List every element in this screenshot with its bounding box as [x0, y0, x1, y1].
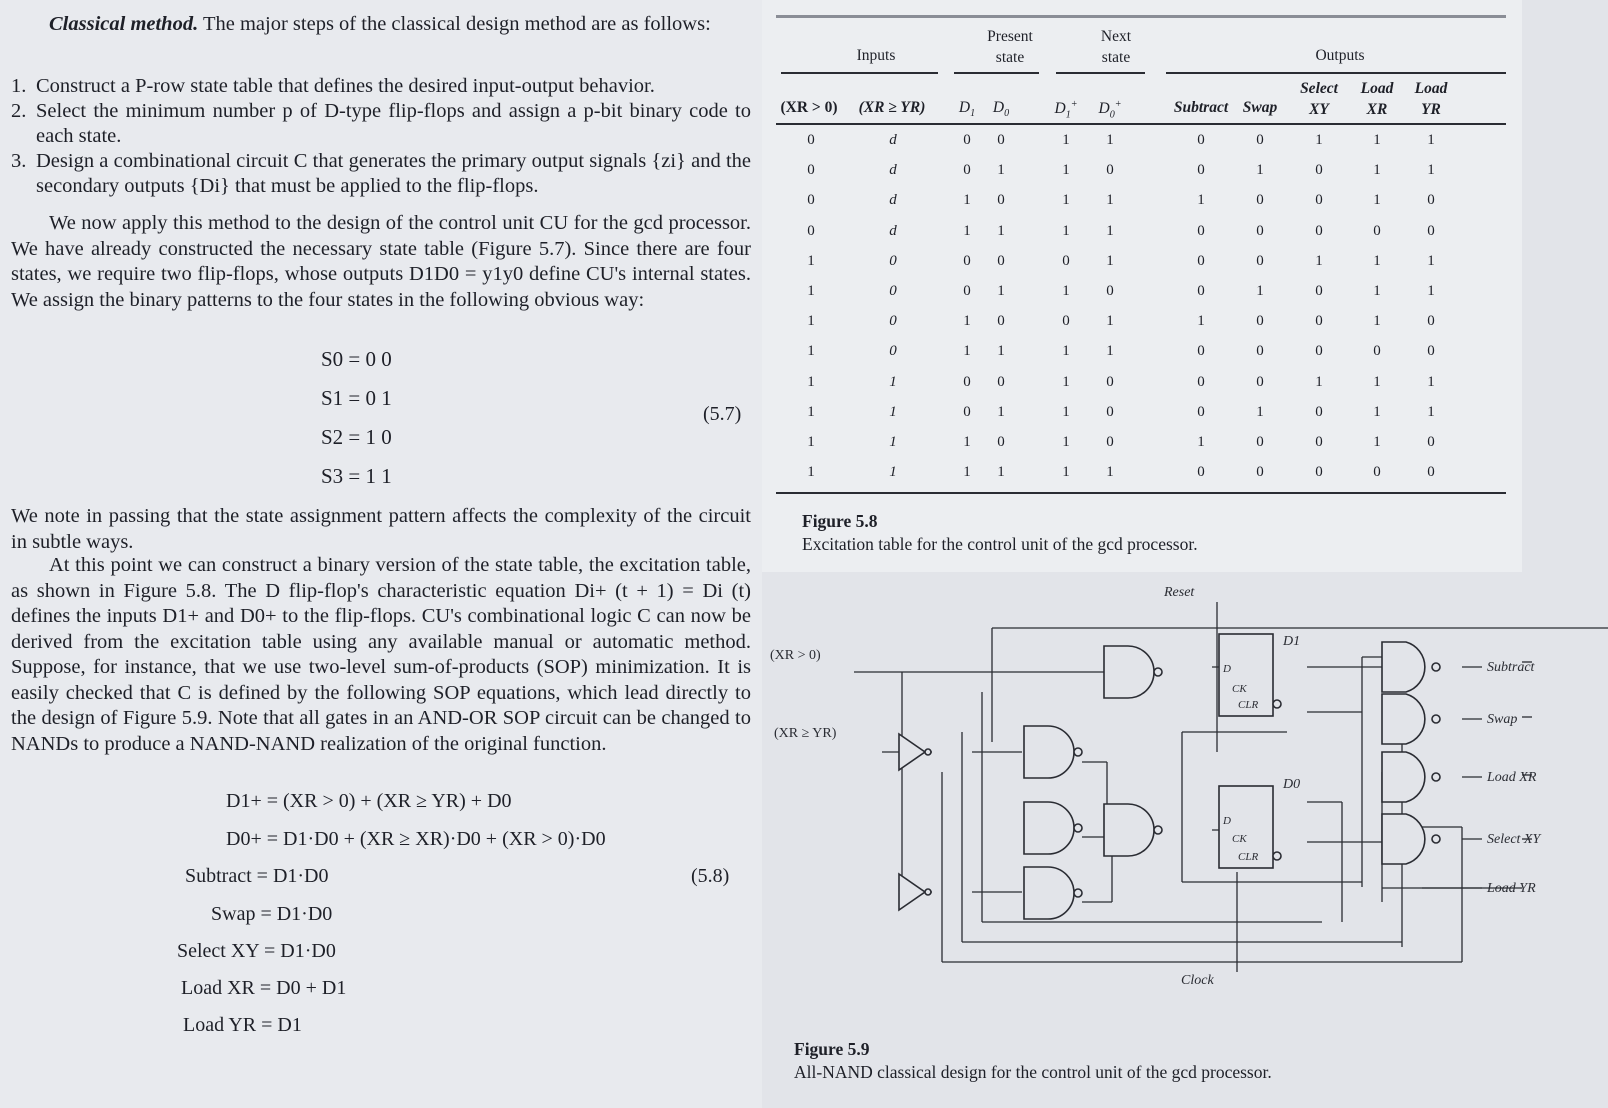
table-cell: 0	[889, 343, 897, 360]
table-cell: 1	[1197, 192, 1205, 209]
header-next-state: Next state	[1100, 28, 1132, 66]
table-cell: 1	[1315, 132, 1323, 148]
nand-gate	[1382, 814, 1425, 864]
list-number: 1.	[11, 75, 27, 97]
table-cell: 0	[1315, 464, 1323, 481]
table-cell: 1	[1373, 373, 1381, 390]
table-cell: 1	[1062, 343, 1070, 360]
table-cell: 0	[1106, 403, 1114, 420]
table-cell: d	[889, 132, 897, 148]
col-d1-next: $D_1^+$	[1054, 99, 1078, 121]
col-d0: $D_0$	[992, 99, 1010, 120]
ff-ck-label: CK	[1232, 683, 1247, 695]
table-cell: 1	[963, 222, 971, 239]
table-cell: 0	[1197, 343, 1205, 360]
table-cell: 0	[1197, 132, 1205, 148]
table-cell: 0	[1197, 252, 1205, 269]
table-cell: 1	[807, 343, 815, 360]
list-number: 3.	[11, 150, 27, 172]
table-cell: 1	[889, 464, 897, 481]
col-subtract: Subtract	[1173, 99, 1229, 116]
input-xr-gt-0: (XR > 0)	[770, 648, 821, 663]
table-cell: 0	[1197, 464, 1205, 481]
output-swap: Swap	[1487, 712, 1518, 727]
table-cell: 1	[1373, 162, 1381, 179]
equation-d1: D1+ = (XR > 0) + (XR ≥ YR) + D0	[226, 790, 512, 812]
col-xr-ge-yr: (XR ≥ YR)	[858, 99, 926, 116]
table-cell: 1	[963, 464, 971, 481]
nand-gate	[1024, 726, 1074, 778]
table-cell: 0	[1315, 222, 1323, 239]
table-cell: 1	[1373, 434, 1381, 450]
header-inputs: Inputs	[856, 47, 896, 64]
table-cell: 0	[889, 283, 897, 299]
table-cell: 1	[807, 252, 815, 269]
table-cell: 0	[889, 313, 897, 330]
table-cell: 0	[997, 313, 1005, 330]
inverter-gate	[899, 734, 925, 770]
table-cell: 1	[1106, 313, 1114, 330]
rule	[1166, 72, 1506, 74]
table-cell: 0	[1315, 162, 1323, 179]
table-cell: 1	[1062, 192, 1070, 209]
table-cell: 0	[1256, 313, 1264, 330]
table-cell: 0	[1315, 283, 1323, 299]
caption-title: Figure 5.8	[802, 511, 878, 531]
table-cell: 1	[1062, 373, 1070, 390]
table-cell: 0	[1427, 464, 1435, 481]
table-cell: 0	[1256, 464, 1264, 481]
figure-5-8-caption	[802, 510, 1198, 556]
table-cell: 0	[1197, 162, 1205, 179]
table-cell: 0	[1256, 434, 1264, 450]
inverter-gate	[899, 874, 925, 910]
table-cell: 1	[997, 162, 1005, 179]
table-cell: 1	[997, 222, 1005, 239]
table-cell: 0	[1106, 162, 1114, 179]
table-cell: 0	[997, 373, 1005, 390]
intro-text: The major steps of the classical design method are as follows:	[202, 13, 711, 35]
table-cell: 0	[997, 192, 1005, 209]
table-cell: 0	[1256, 373, 1264, 390]
table-cell: 1	[1062, 222, 1070, 239]
table-cell: 0	[1197, 373, 1205, 390]
table-cell: d	[889, 162, 897, 179]
table-cell: 1	[889, 403, 897, 420]
nand-gate	[1382, 642, 1425, 692]
ff-clr-label: CLR	[1238, 699, 1259, 711]
table-cell: 1	[963, 192, 971, 209]
table-cell: 0	[807, 222, 815, 239]
table-cell: 1	[1373, 192, 1381, 209]
nand-gate	[1382, 752, 1425, 802]
table-cell: 0	[807, 162, 815, 179]
equation-load-yr: Load YR = D1	[183, 1014, 302, 1036]
paragraph-3: At this point we can construct a binary version of the state table, the excitation table, as shown in Figure 5.8. The D flip-flop's characteristic equation Di+ (t + 1) = Di (t) defines the inputs D1+ and D0+ to the flip-flops. CU's combinational logic C can now be derived from the excitation table using any available manual or automatic method. Suppose, for instance, that we use two-level sum-of-products (SOP) minimization. It is easily checked that C is defined by the following SOP equations, which lead directly to the design of Figure 5.9. Note that all gates in an AND-OR SOP circuit can be changed to NANDs to produce a NAND-NAND realization of the original function.	[11, 554, 751, 755]
list-text: Select the minimum number p of D-type flip-flops and assign a p-bit binary code to each state.	[36, 100, 751, 147]
equation-label-5-7: (5.7)	[703, 403, 742, 425]
col-swap: Swap	[1242, 99, 1278, 116]
table-cell: 0	[1197, 403, 1205, 420]
table-cell: 1	[1197, 313, 1205, 330]
table-cell: 0	[1427, 343, 1435, 360]
table-cell: 0	[963, 373, 971, 390]
nand-gate	[1024, 802, 1074, 854]
table-cell: 1	[997, 403, 1005, 420]
d1-label: D1	[1283, 634, 1301, 649]
table-cell: 0	[1197, 283, 1205, 299]
table-cell: 1	[1315, 252, 1323, 269]
paragraph-2: We note in passing that the state assignment pattern affects the complexity of the circuit in subtle ways.	[11, 505, 751, 553]
table-cell: 0	[1427, 222, 1435, 239]
header-present-state: Present state	[987, 28, 1033, 66]
table-cell: 1	[1256, 162, 1264, 179]
ff-d-label: D	[1223, 815, 1231, 827]
table-cell: 1	[997, 464, 1005, 481]
table-cell: 0	[1062, 252, 1070, 269]
figure-5-9-caption	[794, 1038, 1272, 1084]
table-cell: 1	[963, 434, 971, 450]
equation-load-xr: Load XR = D0 + D1	[181, 977, 347, 999]
table-cell: 0	[1315, 313, 1323, 330]
rule	[1056, 72, 1145, 74]
nand-gate	[1382, 694, 1425, 744]
table-cell: 1	[1062, 434, 1070, 450]
table-cell: 1	[1106, 132, 1114, 148]
table-cell: 1	[1427, 162, 1435, 179]
table-cell: 1	[807, 283, 815, 299]
table-cell: 0	[889, 252, 897, 269]
table-cell: 0	[1256, 343, 1264, 360]
header-outputs: Outputs	[1315, 47, 1365, 64]
table-cell: 0	[1256, 192, 1264, 209]
state-s3: S3 = 1 1	[321, 464, 392, 488]
output-select-xy: Select XY	[1487, 832, 1541, 847]
table-cell: 1	[1373, 403, 1381, 420]
table-cell: 0	[1106, 434, 1114, 450]
table-cell: 1	[1106, 222, 1114, 239]
ff-ck-label: CK	[1232, 833, 1247, 845]
table-cell: 1	[1427, 283, 1435, 299]
table-cell: 0	[807, 132, 815, 148]
col-select-xy: Select XY	[1300, 80, 1338, 118]
table-cell: 0	[1315, 192, 1323, 209]
equation-select-xy: Select XY = D1·D0	[177, 940, 336, 962]
table-cell: 1	[1315, 373, 1323, 390]
table-cell: 0	[1256, 252, 1264, 269]
table-cell: 1	[1062, 464, 1070, 481]
equation-subtract: Subtract = D1·D0	[185, 865, 329, 887]
col-d1: $D_1$	[958, 99, 976, 120]
table-cell: 0	[807, 192, 815, 209]
equation-swap: Swap = D1·D0	[211, 903, 333, 925]
table-cell: d	[889, 192, 897, 209]
table-cell: 0	[963, 403, 971, 420]
table-cell: 0	[1062, 313, 1070, 330]
output-subtract: Subtract	[1487, 660, 1535, 675]
rule	[776, 492, 1506, 494]
table-cell: 0	[1427, 192, 1435, 209]
table-cell: 1	[963, 343, 971, 360]
table-cell: 1	[1373, 132, 1381, 148]
rule	[781, 72, 938, 74]
table-cell: 1	[807, 403, 815, 420]
table-cell: 1	[1373, 252, 1381, 269]
col-d0-next: $D_0^+$	[1098, 99, 1122, 121]
table-cell: 0	[1373, 343, 1381, 360]
table-cell: d	[889, 222, 897, 239]
col-load-xr: Load XR	[1360, 80, 1394, 118]
nand-gate	[1024, 867, 1074, 919]
table-cell: 0	[963, 132, 971, 148]
table-cell: 1	[889, 434, 897, 450]
state-s1: S1 = 0 1	[321, 386, 392, 410]
table-cell: 0	[1373, 222, 1381, 239]
col-xr-gt-0: (XR > 0)	[780, 99, 838, 116]
table-cell: 1	[889, 373, 897, 390]
list-item	[11, 149, 751, 199]
nand-circuit-diagram	[762, 572, 1608, 1042]
table-cell: 0	[1427, 434, 1435, 450]
rule	[954, 72, 1039, 74]
table-cell: 1	[807, 313, 815, 330]
table-cell: 1	[1427, 252, 1435, 269]
table-cell: 1	[1062, 162, 1070, 179]
table-cell: 1	[963, 313, 971, 330]
list-text: Construct a P-row state table that defines the desired input-output behavior.	[36, 75, 655, 97]
ff-d-label: D	[1223, 663, 1231, 675]
table-cell: 1	[1256, 403, 1264, 420]
table-cell: 1	[1373, 313, 1381, 330]
table-cell: 0	[963, 252, 971, 269]
table-cell: 0	[1197, 222, 1205, 239]
intro-title: Classical method.	[49, 13, 199, 35]
table-cell: 0	[1315, 343, 1323, 360]
table-cell: 0	[997, 434, 1005, 450]
ff-clr-label: CLR	[1238, 851, 1259, 863]
equation-label-5-8: (5.8)	[691, 865, 730, 887]
list-item	[11, 99, 751, 149]
state-s0: S0 = 0 0	[321, 347, 392, 371]
caption-title: Figure 5.9	[794, 1039, 870, 1059]
equation-d0: D0+ = D1·D0 + (XR ≥ XR)·D0 + (XR > 0)·D0	[226, 828, 606, 850]
table-cell: 0	[1256, 132, 1264, 148]
table-cell: 0	[1373, 464, 1381, 481]
table-cell: 1	[807, 373, 815, 390]
table-cell: 0	[997, 252, 1005, 269]
input-xr-ge-yr: (XR ≥ YR)	[774, 726, 837, 741]
table-cell: 1	[807, 434, 815, 450]
table-cell: 0	[1315, 434, 1323, 450]
col-load-yr: Load YR	[1414, 80, 1448, 118]
reset-label: Reset	[1164, 585, 1195, 600]
table-cell: 1	[807, 464, 815, 481]
table-cell: 1	[1427, 403, 1435, 420]
table-cell: 1	[1427, 373, 1435, 390]
table-cell: 1	[1256, 283, 1264, 299]
table-cell: 1	[1106, 192, 1114, 209]
table-cell: 1	[1062, 132, 1070, 148]
table-cell: 1	[1106, 343, 1114, 360]
table-cell: 1	[1373, 283, 1381, 299]
table-cell: 0	[1427, 313, 1435, 330]
table-cell: 1	[1106, 252, 1114, 269]
output-load-yr: Load YR	[1487, 881, 1536, 896]
paragraph-1: We now apply this method to the design of the control unit CU for the gcd processor. We have already constructed the necessary state table (Figure 5.7). Since there are four states, we require two flip-flops, whose outputs D1D0 = y1y0 define CU's internal states. We assign the binary patterns to the four states in the following obvious way:	[11, 212, 751, 311]
table-top-rule	[776, 15, 1506, 18]
clock-label: Clock	[1181, 973, 1214, 988]
table-cell: 0	[1256, 222, 1264, 239]
table-cell: 1	[1106, 464, 1114, 481]
table-cell: 0	[963, 162, 971, 179]
caption-text: Excitation table for the control unit of the gcd processor.	[802, 534, 1198, 554]
list-item	[11, 74, 751, 99]
table-cell: 1	[1197, 434, 1205, 450]
table-cell: 0	[1106, 283, 1114, 299]
table-cell: 0	[1106, 373, 1114, 390]
table-cell: 1	[997, 283, 1005, 299]
list-text: Design a combinational circuit C that generates the primary output signals {zi} and the secondary outputs {Di} that must be applied to the flip-flops.	[36, 150, 751, 197]
table-cell: 1	[997, 343, 1005, 360]
d0-label: D0	[1283, 777, 1301, 792]
intro-paragraph	[11, 12, 751, 38]
table-cell: 1	[1062, 403, 1070, 420]
table-cell: 0	[1315, 403, 1323, 420]
table-cell: 0	[997, 132, 1005, 148]
state-s2: S2 = 1 0	[321, 425, 392, 449]
table-cell: 1	[1427, 132, 1435, 148]
nand-gate	[1104, 804, 1154, 856]
table-cell: 1	[1062, 283, 1070, 299]
rule	[776, 123, 1506, 125]
output-load-xr: Load XR	[1487, 770, 1537, 785]
table-cell: 0	[963, 283, 971, 299]
caption-text: All-NAND classical design for the control unit of the gcd processor.	[794, 1062, 1272, 1082]
nand-gate	[1104, 646, 1154, 698]
list-number: 2.	[11, 100, 27, 122]
